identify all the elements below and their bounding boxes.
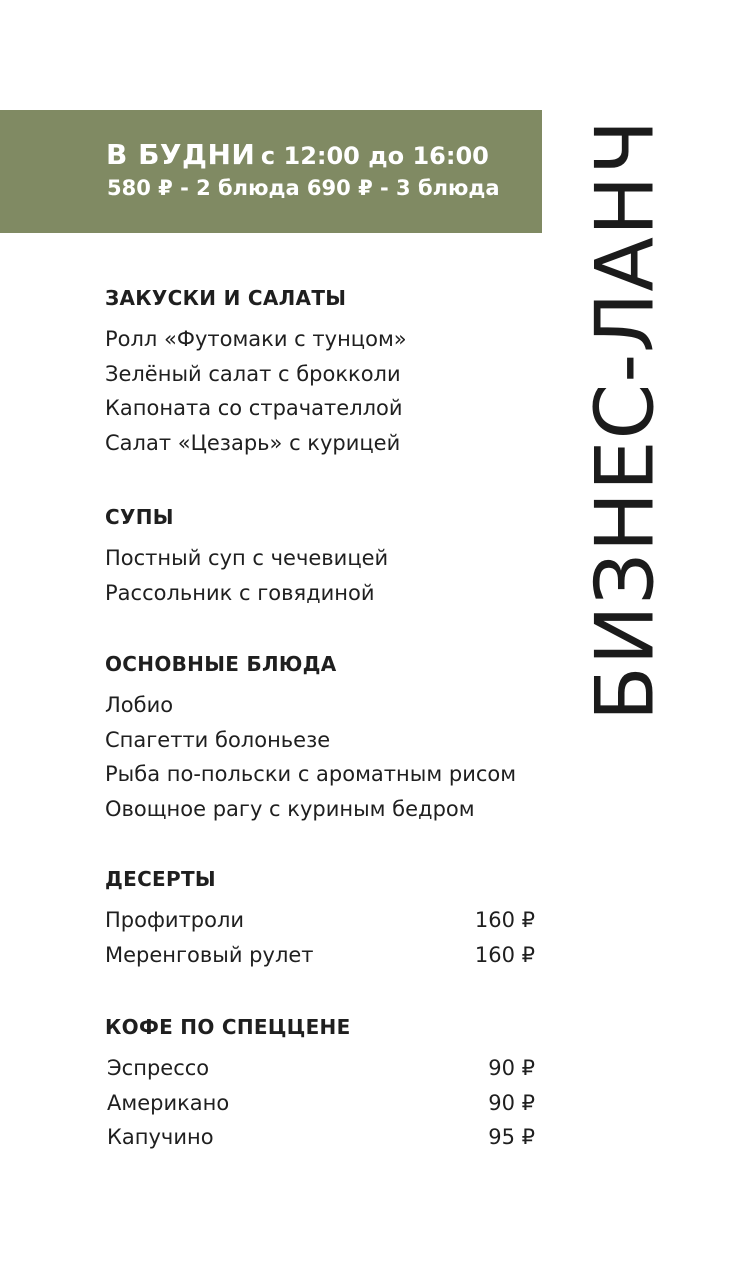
section-title: СУПЫ: [105, 505, 174, 529]
menu-item: [105, 792, 545, 827]
section-main-courses: [105, 652, 545, 827]
menu-item-name: Американо: [107, 1090, 230, 1115]
menu-item: [105, 903, 545, 938]
business-lunch-title-text: БИЗНЕС-ЛАНЧ: [579, 118, 671, 722]
menu-item: [105, 1051, 545, 1086]
section-title: ДЕСЕРТЫ: [105, 867, 216, 891]
business-lunch-title: [579, 108, 671, 732]
menu-item: [105, 576, 545, 611]
menu-item-name: Профитроли: [105, 908, 245, 932]
menu-item: [105, 357, 545, 392]
menu-item-name: Меренговый рулет: [105, 942, 314, 967]
menu-item-price: 90 ₽: [488, 1090, 535, 1115]
menu-item-name: Капучино: [107, 1125, 214, 1150]
banner-schedule: [106, 138, 489, 171]
menu-item: [105, 938, 545, 973]
menu-item-name: Капоната со страчателлой: [105, 396, 403, 421]
menu-item-name: Зелёный салат с брокколи: [105, 361, 401, 386]
menu-item-price: 160 ₽: [474, 908, 535, 932]
section-title: ЗАКУСКИ И САЛАТЫ: [105, 286, 347, 310]
menu-item: [105, 322, 545, 357]
banner-days: В БУДНИ: [106, 138, 256, 171]
section-appetizers-salads: [105, 286, 545, 461]
menu-item: [105, 1120, 545, 1155]
menu-item: [105, 757, 545, 792]
section-soups: [105, 505, 545, 610]
menu-item-name: Постный суп с чечевицей: [105, 546, 389, 570]
menu-item-name: Овощное рагу с куриным бедром: [105, 797, 475, 822]
menu-item: [105, 1086, 545, 1121]
menu-item-name: Спагетти болоньезе: [105, 727, 331, 752]
menu-item: [105, 391, 545, 426]
section-title: ОСНОВНЫЕ БЛЮДА: [105, 652, 337, 676]
banner-prices: 580 ₽ - 2 блюда 690 ₽ - 3 блюда: [107, 176, 500, 200]
menu-item-name: Рыба по-польски с ароматным рисом: [105, 762, 517, 787]
menu-item-name: Эспрессо: [107, 1056, 210, 1080]
menu-item: [105, 541, 545, 576]
menu-item-price: 90 ₽: [488, 1056, 535, 1080]
lunch-hours-banner: [0, 110, 542, 233]
menu-item: [105, 688, 545, 723]
menu-item-name: Лобио: [105, 693, 174, 717]
menu-item-price: 95 ₽: [488, 1125, 535, 1150]
section-coffee: [105, 1015, 545, 1155]
menu-item-name: Салат «Цезарь» с курицей: [105, 431, 401, 456]
menu-item-price: 160 ₽: [474, 942, 535, 967]
menu-item: [105, 723, 545, 758]
section-title: КОФЕ ПО СПЕЦЦЕНЕ: [105, 1015, 351, 1039]
menu-item: [105, 426, 545, 461]
menu-item-name: Ролл «Футомаки с тунцом»: [105, 327, 407, 351]
menu-item-name: Рассольник с говядиной: [105, 580, 375, 605]
banner-hours: с 12:00 до 16:00: [260, 142, 489, 170]
section-desserts: [105, 867, 545, 972]
